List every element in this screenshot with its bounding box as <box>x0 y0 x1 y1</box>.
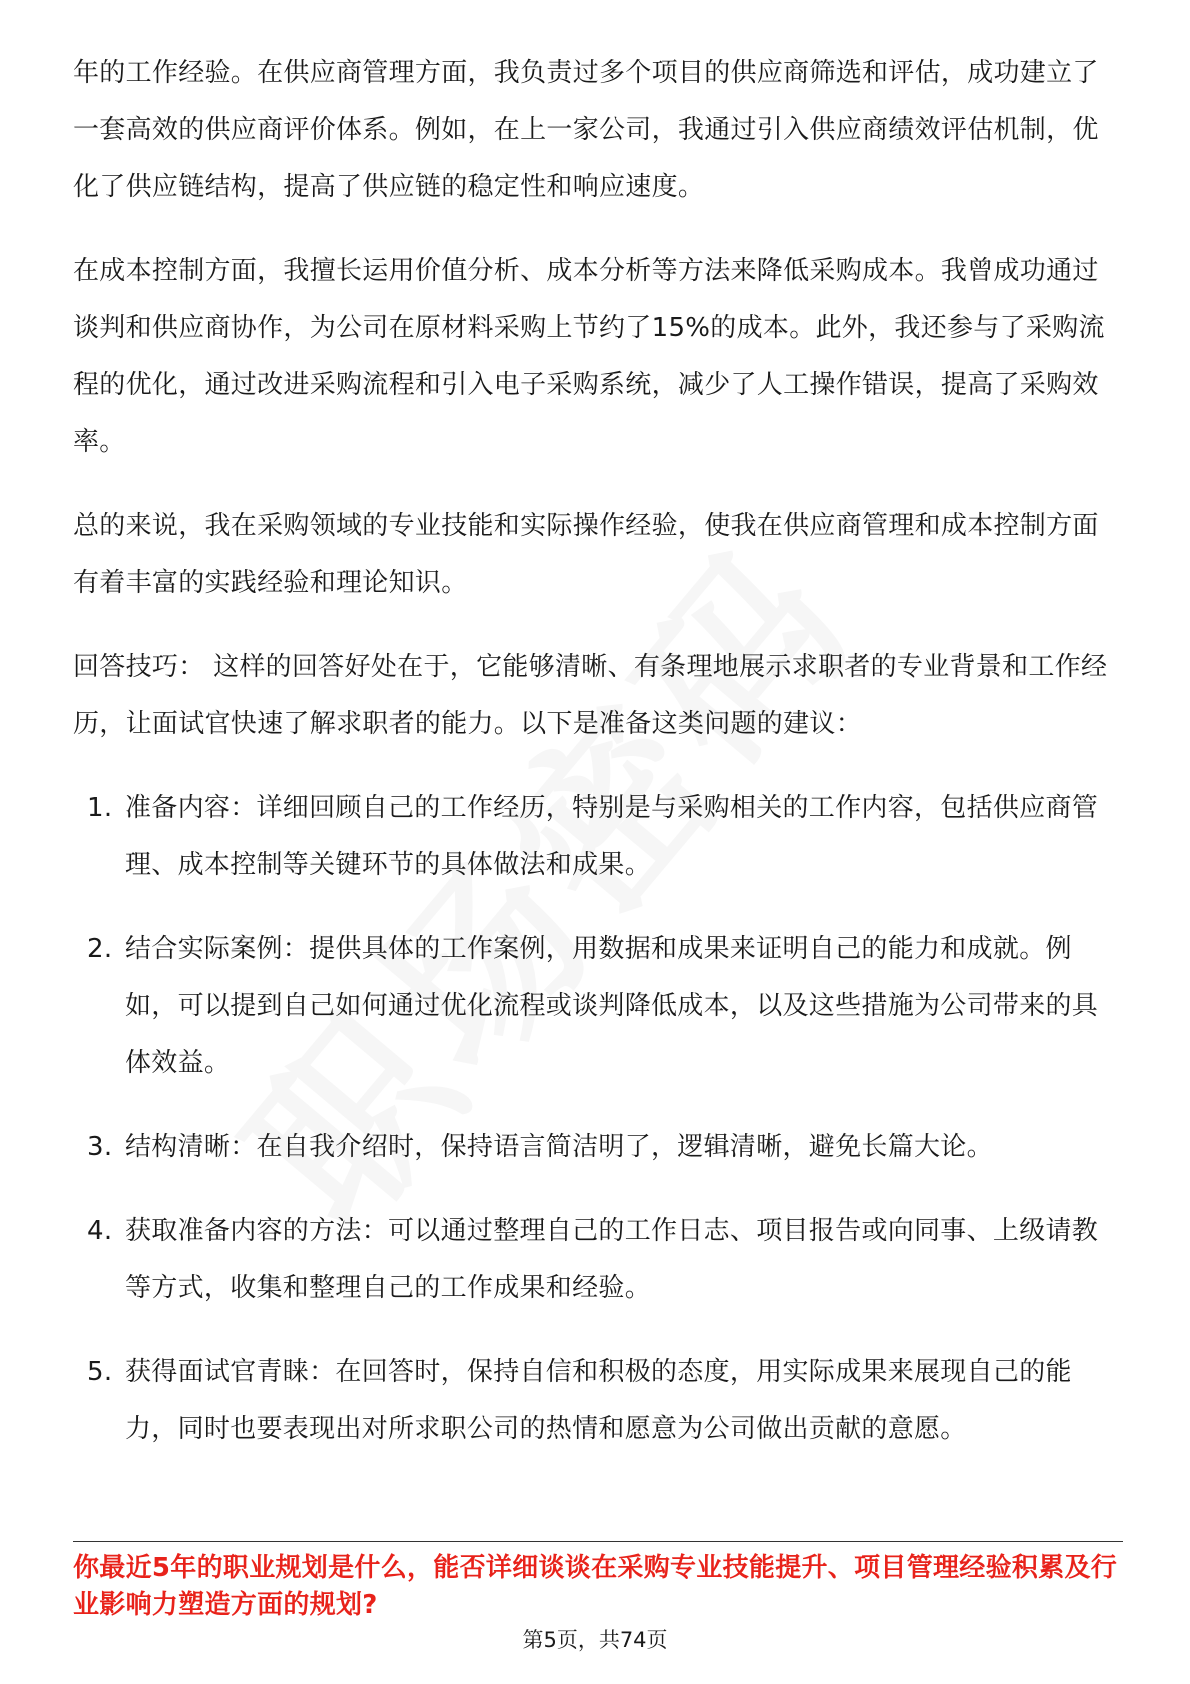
list-item <box>73 1344 1123 1458</box>
list-item-number: 5. <box>87 1357 113 1387</box>
document-body <box>73 45 1123 1485</box>
list-item-text: 结构清晰：在自我介绍时，保持语言简洁明了，逻辑清晰，避免长篇大论。 <box>125 1132 993 1162</box>
list-item <box>73 921 1123 1092</box>
list-item-text: 获得面试官青睐：在回答时，保持自信和积极的态度，用实际成果来展现自己的能力，同时也要表现出对所求职公司的热情和愿意为公司做出贡献的意愿。 <box>125 1357 1072 1444</box>
list-item-number: 3. <box>87 1132 113 1162</box>
paragraph-summary: 总的来说，我在采购领域的专业技能和实际操作经验，使我在供应商管理和成本控制方面有着丰富的实践经验和理论知识。 <box>73 511 1099 598</box>
list-item <box>73 780 1123 894</box>
list-item-number: 4. <box>87 1216 113 1246</box>
next-question-heading: 你最近5年的职业规划是什么，能否详细谈谈在采购专业技能提升、项目管理经验积累及行业影响力塑造方面的规划? <box>73 1553 1118 1620</box>
list-item-number: 1. <box>87 793 113 823</box>
list-item-text: 结合实际案例：提供具体的工作案例，用数据和成果来证明自己的能力和成就。例如，可以提到自己如何通过优化流程或谈判降低成本，以及这些措施为公司带来的具体效益。 <box>125 934 1099 1078</box>
list-item-text: 准备内容：详细回顾自己的工作经历，特别是与采购相关的工作内容，包括供应商管理、成本控制等关键环节的具体做法和成果。 <box>125 793 1099 880</box>
list-item-text: 获取准备内容的方法：可以通过整理自己的工作日志、项目报告或向同事、上级请教等方式，收集和整理自己的工作成果和经验。 <box>125 1216 1099 1303</box>
paragraph-cost-control: 在成本控制方面，我擅长运用价值分析、成本分析等方法来降低采购成本。我曾成功通过谈判和供应商协作，为公司在原材料采购上节约了15%的成本。此外，我还参与了采购流程的优化，通过改进采购流程和引入电子采购系统，减少了人工操作错误，提高了采购效率。 <box>73 256 1105 457</box>
list-item-number: 2. <box>87 934 113 964</box>
page-number: 第5页，共74页 <box>522 1628 668 1652</box>
paragraph-answer-tips: 回答技巧： 这样的回答好处在于，它能够清晰、有条理地展示求职者的专业背景和工作经历，让面试官快速了解求职者的能力。以下是准备这类问题的建议： <box>73 652 1108 739</box>
list-item <box>73 1203 1123 1317</box>
section-divider <box>73 1541 1123 1542</box>
list-item <box>73 1119 1123 1176</box>
tips-list <box>73 780 1123 1458</box>
paragraph-experience: 年的工作经验。在供应商管理方面，我负责过多个项目的供应商筛选和评估，成功建立了一套高效的供应商评价体系。例如，在上一家公司，我通过引入供应商绩效评估机制，优化了供应链结构，提高了供应链的稳定性和响应速度。 <box>73 58 1099 202</box>
